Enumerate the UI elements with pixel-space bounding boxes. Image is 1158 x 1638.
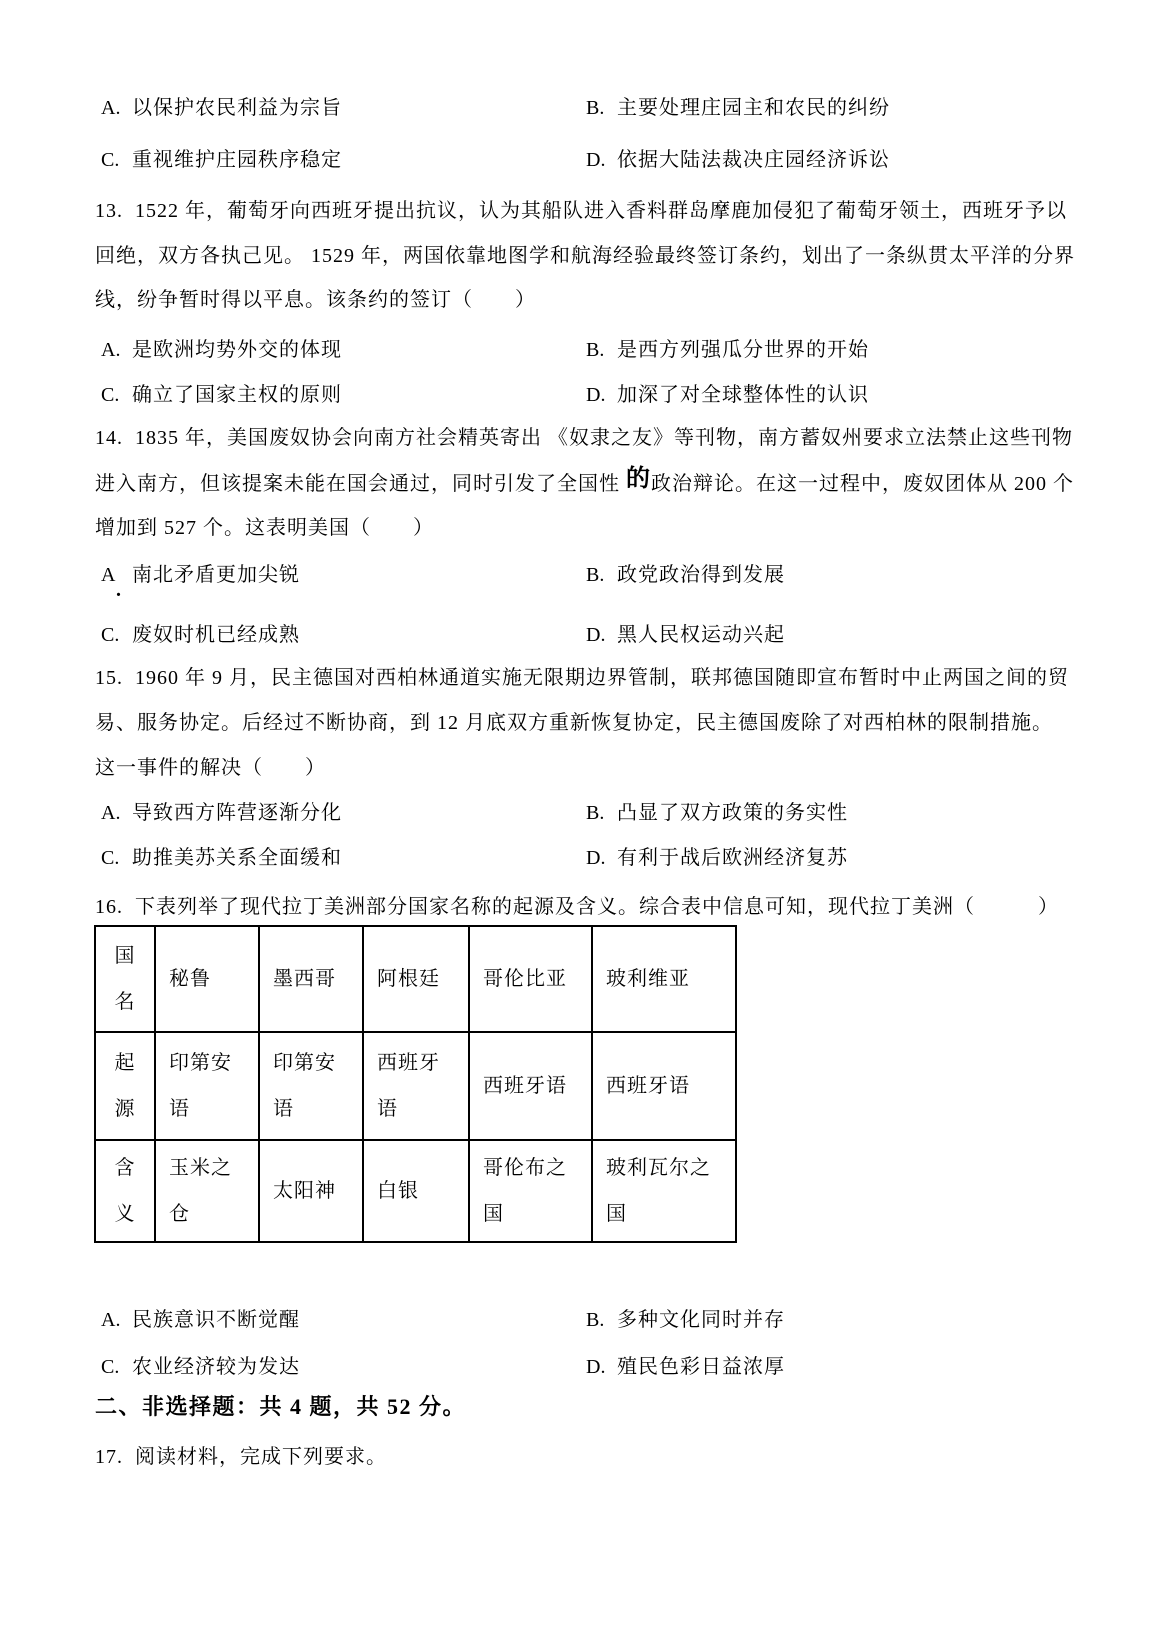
table-cell: 印第安语: [155, 1032, 259, 1140]
option-a-label: A.: [101, 802, 121, 824]
option-a-label: A.: [101, 339, 121, 361]
latin-america-country-table: [94, 925, 737, 1243]
option-c-label: C.: [101, 847, 120, 869]
option-a-label: A: [101, 564, 116, 586]
table-cell: 印第安语: [259, 1032, 363, 1140]
table-cell: 阿根廷: [363, 926, 469, 1032]
q15-option-d: [586, 843, 848, 873]
option-a-text: 是欧洲均势外交的体现: [132, 339, 342, 361]
q15-line-2: 易、服务协定。后经过不断协商，到 12 月底双方重新恢复协定，民主德国废除了对西柏林的限制措施。: [95, 712, 1053, 734]
q16-option-c: [101, 1352, 300, 1382]
option-a-label: A.: [101, 1309, 121, 1331]
q16-line-1: 16. 下表列举了现代拉丁美洲部分国家名称的起源及含义。综合表中信息可知，现代拉丁美洲（ ）: [95, 896, 1059, 918]
option-d-label: D.: [586, 1356, 606, 1378]
option-c-text: 废奴时机已经成熟: [132, 624, 300, 646]
q17-line-1: 17. 阅读材料，完成下列要求。: [95, 1446, 387, 1468]
q13-option-d: [586, 380, 869, 410]
option-b-text: 主要处理庄园主和农民的纠纷: [617, 97, 890, 119]
option-a-text: 导致西方阵营逐渐分化: [132, 802, 342, 824]
option-a-text: 南北矛盾更加尖锐: [132, 564, 300, 586]
q13-option-b: [586, 335, 869, 365]
table-row-meaning: [95, 1140, 736, 1242]
q14-bold-character: 的: [626, 466, 651, 492]
q13-line-3: 线，纷争暂时得以平息。该条约的签订（ ）: [95, 289, 536, 311]
q16-option-d: [586, 1352, 785, 1382]
option-b-text: 凸显了双方政策的务实性: [617, 802, 848, 824]
q13-line-1: 13. 1522 年，葡萄牙向西班牙提出抗议，认为其船队进入香料群岛摩鹿加侵犯了葡萄牙领土，西班牙予以: [95, 200, 1067, 222]
row-header-cell: 起源: [95, 1032, 155, 1140]
table-cell: 西班牙语: [592, 1032, 736, 1140]
table-cell: 哥伦比亚: [469, 926, 592, 1032]
table-cell: 白银: [363, 1140, 469, 1242]
option-b-text: 是西方列强瓜分世界的开始: [617, 339, 869, 361]
option-d-text: 黑人民权运动兴起: [617, 624, 785, 646]
option-b-label: B.: [586, 97, 605, 119]
q12-option-c: [101, 145, 342, 175]
option-b-text: 多种文化同时并存: [617, 1309, 785, 1331]
option-b-label: B.: [586, 802, 605, 824]
row-header-cell: 含义: [95, 1140, 155, 1242]
option-d-label: D.: [586, 847, 606, 869]
table-cell: 西班牙语: [363, 1032, 469, 1140]
row-header-cell: 国名: [95, 926, 155, 1032]
option-c-label: C.: [101, 1356, 120, 1378]
table-row-country-name: [95, 926, 736, 1032]
table-cell: 秘鲁: [155, 926, 259, 1032]
q14-line-1: 14. 1835 年，美国废奴协会向南方社会精英寄出 《奴隶之友》等刊物，南方蓄奴州要求立法禁止这些刊物: [95, 427, 1073, 449]
q14-option-c: [101, 620, 300, 650]
option-c-text: 确立了国家主权的原则: [132, 384, 342, 406]
option-d-text: 依据大陆法裁决庄园经济诉讼: [617, 149, 890, 171]
q16-option-b: [586, 1305, 785, 1335]
option-d-text: 有利于战后欧洲经济复苏: [617, 847, 848, 869]
option-b-label: B.: [586, 1309, 605, 1331]
table-cell: 太阳神: [259, 1140, 363, 1242]
option-c-label: C.: [101, 384, 120, 406]
option-c-label: C.: [101, 624, 120, 646]
option-c-label: C.: [101, 149, 120, 171]
q12-option-d: [586, 145, 890, 175]
q14-line-2: [95, 468, 1074, 499]
option-c-text: 重视维护庄园秩序稳定: [132, 149, 342, 171]
option-c-text: 农业经济较为发达: [132, 1356, 300, 1378]
q14-option-a: [101, 560, 300, 590]
option-b-label: B.: [586, 339, 605, 361]
q15-line-3: 这一事件的解决（ ）: [95, 757, 326, 779]
stray-dot-mark: .: [116, 579, 121, 601]
q13-option-a: [101, 335, 342, 365]
q12-option-b: [586, 93, 890, 123]
option-a-text: 以保护农民利益为宗旨: [132, 97, 342, 119]
q15-line-1: 15. 1960 年 9 月，民主德国对西柏林通道实施无限期边界管制，联邦德国随即宣布暂时中止两国之间的贸: [95, 667, 1069, 689]
q14-line-2-post: 政治辩论。在这一过程中，废奴团体从 200 个: [651, 473, 1074, 495]
q15-option-c: [101, 843, 342, 873]
option-d-text: 加深了对全球整体性的认识: [617, 384, 869, 406]
option-b-text: 政党政治得到发展: [617, 564, 785, 586]
option-a-label: A.: [101, 97, 121, 119]
option-d-label: D.: [586, 624, 606, 646]
option-a-text: 民族意识不断觉醒: [132, 1309, 300, 1331]
q13-line-2: 回绝，双方各执己见。 1529 年，两国依靠地图学和航海经验最终签订条约，划出了一条纵贯太平洋的分界: [95, 245, 1075, 267]
q12-option-a: [101, 93, 342, 123]
option-c-text: 助推美苏关系全面缓和: [132, 847, 342, 869]
q16-option-a: [101, 1305, 300, 1335]
option-d-label: D.: [586, 149, 606, 171]
table-cell: 墨西哥: [259, 926, 363, 1032]
q15-option-b: [586, 798, 848, 828]
q14-option-b: [586, 560, 785, 590]
q14-option-d: [586, 620, 785, 650]
q14-line-3: 增加到 527 个。这表明美国（ ）: [95, 517, 434, 539]
option-d-text: 殖民色彩日益浓厚: [617, 1356, 785, 1378]
table-cell: 玻利维亚: [592, 926, 736, 1032]
table-cell: 玉米之仓: [155, 1140, 259, 1242]
option-b-label: B.: [586, 564, 605, 586]
option-d-label: D.: [586, 384, 606, 406]
table-row-origin: [95, 1032, 736, 1140]
section-2-heading: 二、非选择题：共 4 题，共 52 分。: [95, 1394, 467, 1419]
q15-option-a: [101, 798, 342, 828]
q13-option-c: [101, 380, 342, 410]
table-cell: 玻利瓦尔之国: [592, 1140, 736, 1242]
table-cell: 西班牙语: [469, 1032, 592, 1140]
q14-line-2-pre: 进入南方，但该提案未能在国会通过，同时引发了全国性: [95, 473, 626, 495]
table-cell: 哥伦布之国: [469, 1140, 592, 1242]
